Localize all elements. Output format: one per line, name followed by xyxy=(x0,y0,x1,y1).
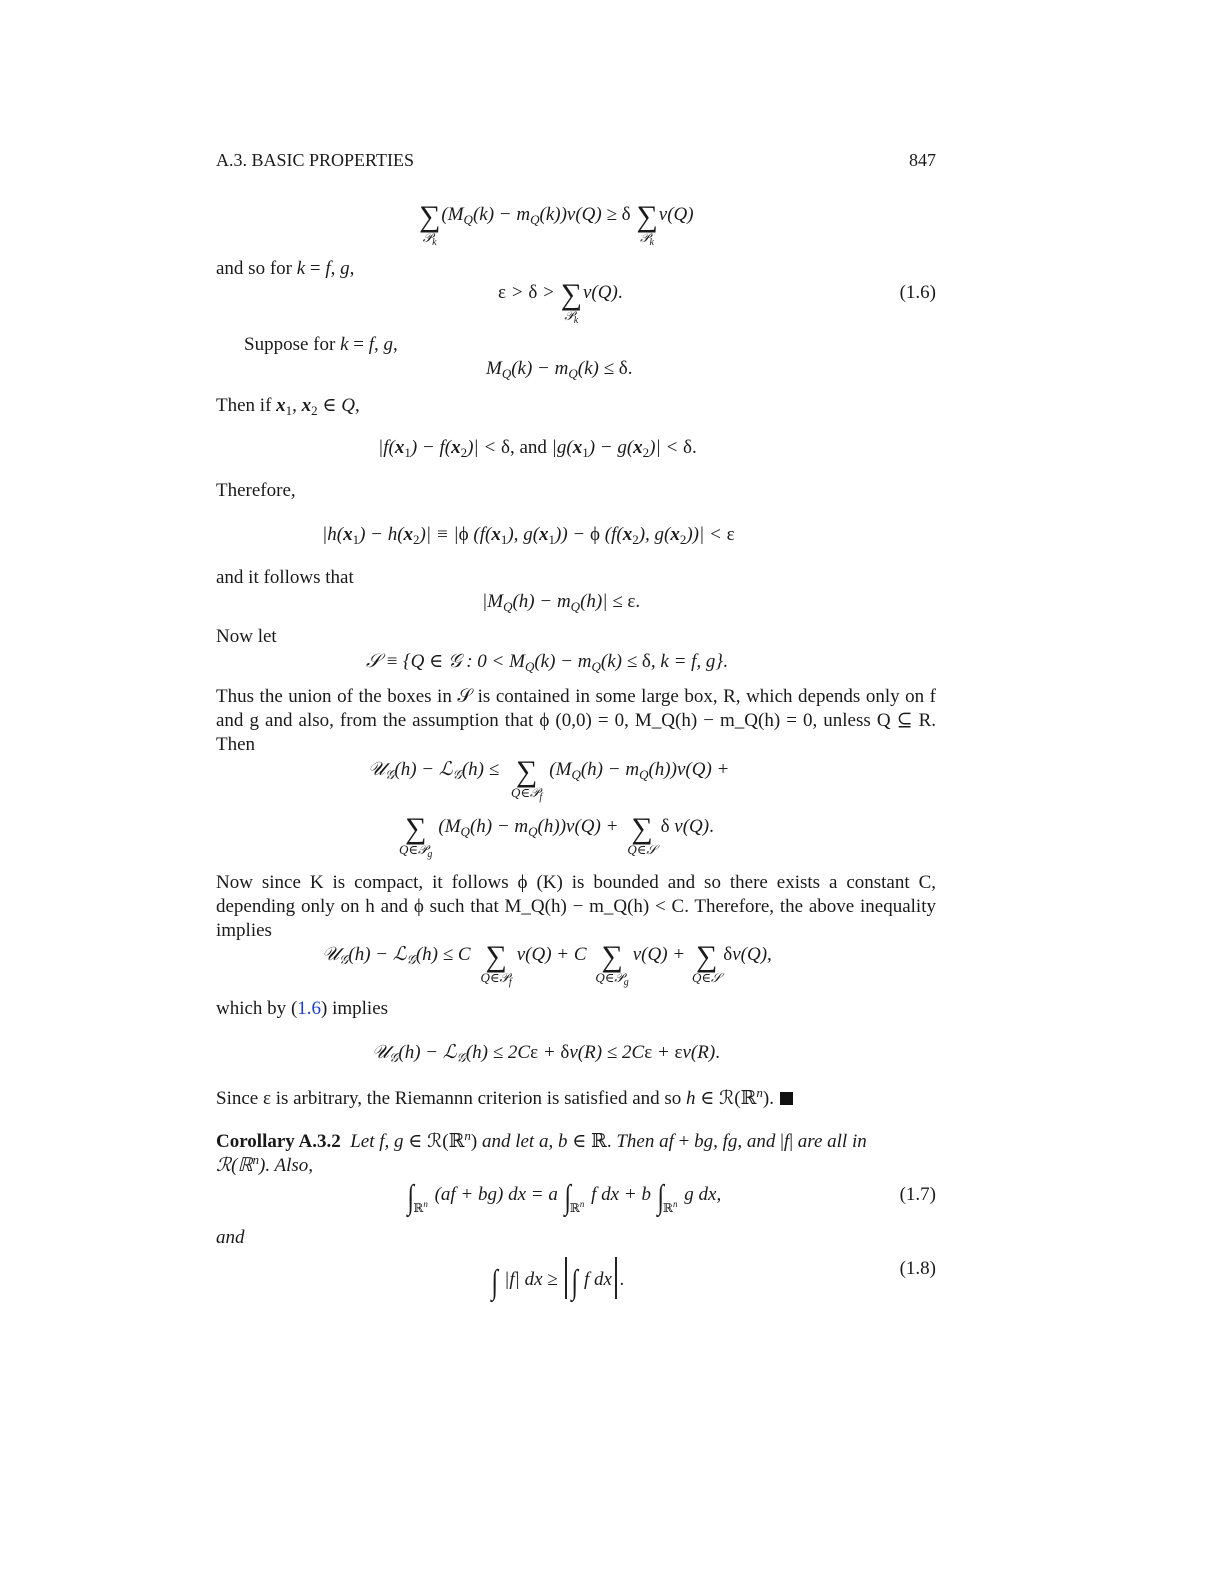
text-and: and xyxy=(216,1227,245,1248)
text-it-follows: and it follows that xyxy=(216,567,354,588)
equation-set-S: 𝒮 ≡ {Q ∈ 𝒢 : $0 < M_Q(k) - m_Q(k) \le \delta$, k = f, g}. xyxy=(366,651,728,674)
equation-number-1-8: (1.8) xyxy=(899,1258,936,1279)
phrase: Suppose for xyxy=(244,334,336,355)
qed-symbol xyxy=(780,1092,793,1105)
equation-oscillation-delta: $M_Q(k) - m_Q(k) \le \delta$. xyxy=(486,358,633,381)
equation-number-1-6: (1.6) xyxy=(899,282,936,303)
corollary-statement-line2: ℛ(ℝ$^n$). Also, xyxy=(216,1152,314,1176)
equation-number-1-7: (1.7) xyxy=(899,1184,936,1205)
phrase: which by xyxy=(216,998,287,1019)
equation-1-8: ∫ |f| dx ≥ ∫ f dx . xyxy=(490,1257,624,1299)
phrase: Since ε is arbitrary, the Riemannn criterion is satisfied and so xyxy=(216,1088,682,1109)
equation-link-1-6[interactable]: 1.6 xyxy=(297,998,322,1019)
phrase-also: . Also, xyxy=(265,1155,314,1176)
phrase: implies xyxy=(332,998,389,1019)
equation-bound-C: 𝒰$_𝒢$(h) − ℒ$_𝒢$(h) ≤ C ∑ Q∈𝒫$_f$ v(Q) + C ∑ Q∈𝒫$_g$ v(Q) + ∑ Q∈𝒮 δv(Q), xyxy=(322,940,772,988)
corollary-label: Corollary A.3.2 xyxy=(216,1131,341,1152)
paragraph-thus: Thus the union of the boxes in 𝒮 is contained in some large box, R, which depends only on f and g and also, from the assumption that ϕ (0,0) = 0, M_Q(h) − m_Q(h) = 0, unless Q ⊆ R. Then xyxy=(216,686,936,755)
text-now-let: Now let xyxy=(216,626,277,647)
text-suppose: Suppose for k = f, g, xyxy=(244,334,398,355)
equation-upper-lower-line2: ∑ Q∈𝒫$_g$ $(M_Q(h) - m_Q(h))v(Q)$ + ∑ Q∈𝒮 δ v(Q). xyxy=(398,812,714,860)
text-and-so-for: and so for k = f, g, xyxy=(216,258,355,279)
corollary-statement-line1: Corollary A.3.2 Let f, g ∈ ℛ(ℝ$^n$) and let a, b ∈ ℝ. Then af + bg, fg, and |f| are all in xyxy=(216,1128,867,1152)
equation-h-oscillation: $|M_Q(h) - m_Q(h)| \le \varepsilon$. xyxy=(482,591,641,614)
text-since-eps: Since ε is arbitrary, the Riemannn criterion is satisfied and so h ∈ ℛ(ℝ$^n$). xyxy=(216,1085,793,1110)
equation-final-bound: 𝒰$_𝒢$(h) − ℒ$_𝒢$(h) ≤ 2Cε + δv(R) ≤ 2Cε + εv(R). xyxy=(372,1042,720,1065)
equation-continuity: $|f(x_1) - f(x_2)| < \delta$, and $|g(x_1) - g(x_2)| < \delta$. xyxy=(378,437,697,460)
paragraph-now-since: Now since K is compact, it follows ϕ (K) is bounded and so there exists a constant C, depending only on h and ϕ such that M_Q(h) − m_Q(h) < C. Therefore, the above inequality implies xyxy=(216,872,936,941)
phrase: and so for xyxy=(216,258,292,279)
equation-upper-lower-line1: 𝒰$_𝒢$(h) − ℒ$_𝒢$(h) ≤ ∑ Q∈𝒫$_f$ $(M_Q(h) - m_Q(h))v(Q)$ + xyxy=(368,755,730,803)
text-then-if: Then if $x_1$, $x_2$ ∈ Q, xyxy=(216,395,360,418)
text-which-by: which by (1.6) implies xyxy=(216,998,389,1019)
phrase: Then if xyxy=(216,395,272,416)
equation-1-7: $\int_{ℝ^n}$ (af + bg) dx = a $\int_{ℝ^n}$ f dx + b $\int_{ℝ^n}$ g dx, xyxy=(407,1179,722,1216)
running-header: A.3. BASIC PROPERTIES xyxy=(216,150,414,170)
equation-h-difference: $|h(x_1) - h(x_2)| \equiv |\phi$ ($f(x_1)$, $g(x_1)) - \phi$ ($f(x_2)$, $g(x_2))| < \varepsilon$ xyxy=(322,524,735,547)
text-therefore: Therefore, xyxy=(216,480,296,501)
phrase-and: , and xyxy=(509,437,547,458)
equation-sum-oscillation: ∑ 𝒫$_k$ $(M_Q(k) - m_Q(k))v(Q) \ge \delta$ ∑ 𝒫$_k$ v(Q) xyxy=(419,200,694,248)
equation-1-6: ε > δ > ∑ 𝒫$_k$ v(Q). xyxy=(498,278,623,326)
page-number: 847 xyxy=(909,150,936,170)
